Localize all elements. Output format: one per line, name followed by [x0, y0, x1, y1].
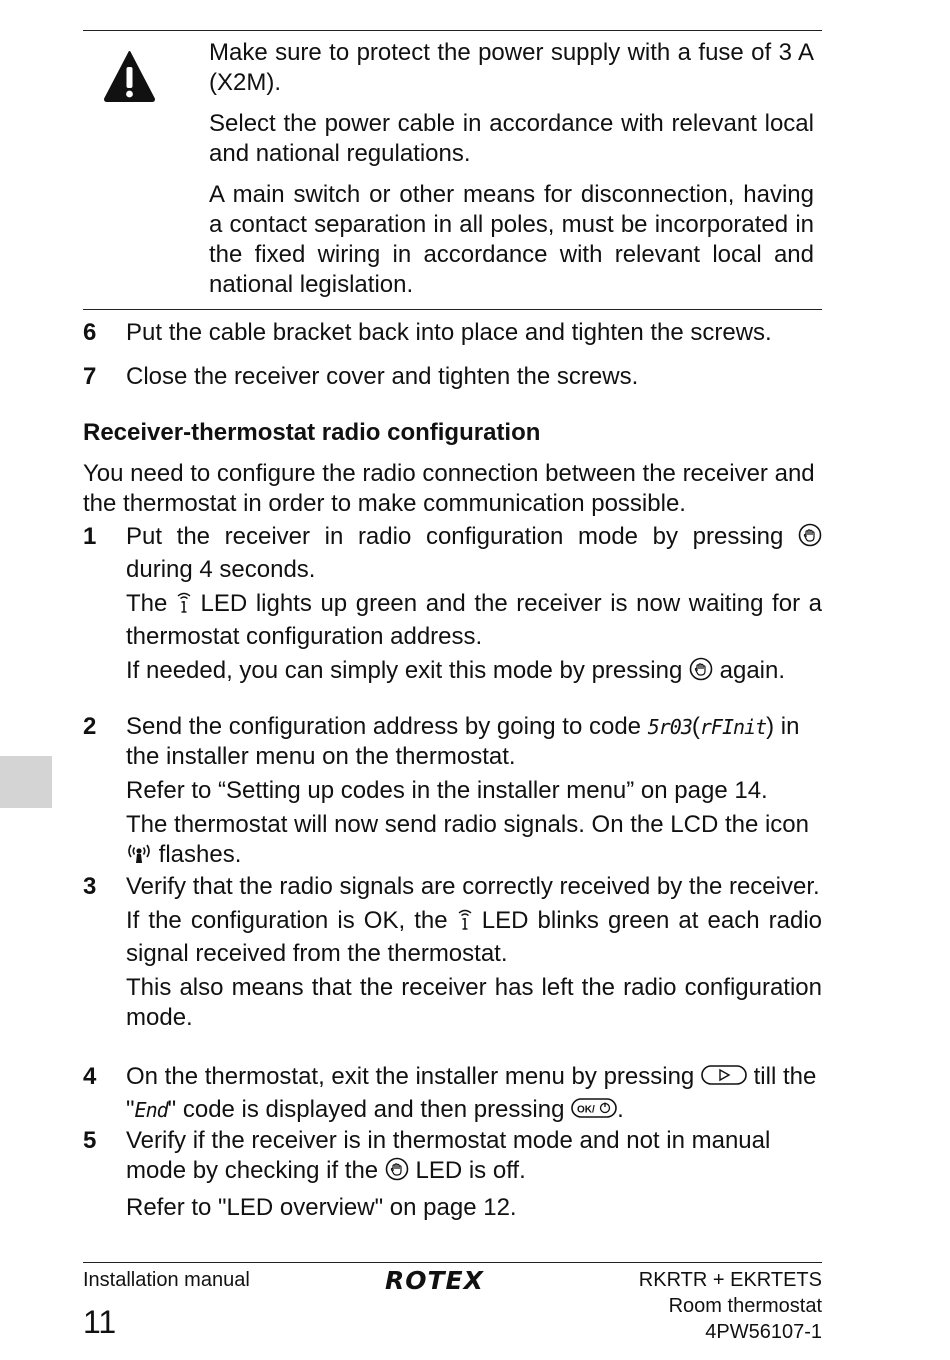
step-2-text [126, 712, 822, 877]
step-text: Put the cable bracket back into place and tighten the screws. [126, 319, 772, 346]
step-number: 1 [83, 523, 97, 550]
step-number: 7 [83, 363, 97, 390]
footer-model [639, 1267, 822, 1345]
step-text: in the installer menu on the thermostat. [126, 713, 800, 770]
step-text: Put the receiver in radio configuration mode by pressing [126, 523, 784, 550]
step-number: 3 [83, 873, 97, 900]
warning-paragraph-fuse: Make sure to protect the power supply with a fuse of 3 A (X2M). [209, 39, 814, 96]
step-text: ( [691, 713, 700, 740]
step-text: Send the configuration address by going to code [126, 713, 642, 740]
section-heading: Receiver-thermostat radio configuration [83, 419, 541, 446]
step-number: 2 [83, 713, 97, 740]
footer-model-name: RKRTR + EKRTETS [638, 1269, 822, 1291]
radio-led-icon [457, 907, 473, 939]
step-text: Verify if the receiver is in thermostat mode and not in manual mode by checking if the [126, 1127, 771, 1184]
step-3-text [126, 872, 822, 1037]
hand-button-icon [689, 657, 713, 689]
warning-paragraph-cable: Select the power cable in accordance with relevant local and national regulations. [209, 110, 814, 167]
footer-doc-number: 4PW56107-1 [705, 1321, 822, 1343]
chapter-tab [0, 756, 52, 808]
step-text: ) [766, 713, 775, 740]
step-text: LED lights up green and the receiver is now waiting for a thermostat configuration address. [126, 590, 823, 650]
radio-led-icon [176, 590, 192, 622]
step-text: . [617, 1096, 624, 1123]
hand-button-icon [385, 1157, 409, 1189]
lcd-code: End [134, 1098, 168, 1122]
step-text: again. [719, 657, 786, 684]
step-text: The [126, 590, 168, 617]
step-text: Close the receiver cover and tighten the screws. [126, 363, 639, 390]
step-text: On the thermostat, exit the installer menu by pressing [126, 1063, 695, 1090]
next-button-icon [701, 1063, 747, 1095]
hand-button-icon [798, 523, 822, 555]
step-text: If needed, you can simply exit this mode by pressing [126, 657, 683, 684]
step-text: If the configuration is OK, the [126, 907, 448, 934]
lcd-code: 5r03 [647, 715, 692, 739]
step-text: " code is displayed and then pressing [167, 1096, 565, 1123]
step-number: 5 [83, 1127, 97, 1154]
page-number: 11 [83, 1304, 117, 1340]
step-text: Verify that the radio signals are correctly received by the receiver. [126, 873, 820, 900]
step-text: LED is off. [415, 1157, 526, 1184]
footer-product-name: Room thermostat [668, 1295, 822, 1317]
svg-text:OK/: OK/ [577, 1104, 595, 1116]
brand-logo: ROTEX [385, 1266, 484, 1295]
footer-rule [83, 1262, 822, 1263]
step-text: LED blinks green at each radio signal received from the thermostat. [126, 907, 823, 967]
footer-doc-type: Installation manual [83, 1269, 250, 1291]
antenna-signal-icon [126, 841, 152, 873]
step-number: 6 [83, 319, 97, 346]
step-text: The thermostat will now send radio signals. On the LCD the icon [126, 811, 810, 838]
step-number: 4 [83, 1063, 97, 1090]
step-4-text [126, 1062, 822, 1132]
warning-text [209, 38, 814, 311]
warning-paragraph-main-switch: A main switch or other means for disconnection, having a contact separation in all poles, must be incorporated in the fixed wiring in accordance with relevant local and national legislation. [209, 181, 814, 298]
step-5-text [126, 1126, 822, 1227]
lcd-code: rFInit [699, 715, 767, 739]
step-1-text [126, 522, 822, 693]
section-intro: You need to configure the radio connection between the receiver and the thermostat in order to make communication possible. [83, 460, 815, 517]
step-text: during 4 seconds. [126, 556, 316, 583]
step-text: This also means that the receiver has left the radio configuration mode. [126, 974, 822, 1031]
ok-button-icon [571, 1096, 617, 1128]
warning-bottom-rule [83, 309, 822, 310]
step-text: till the " [126, 1063, 817, 1123]
step-text: flashes. [158, 841, 242, 868]
top-rule [83, 30, 822, 31]
step-text: Refer to "LED overview" on page 12. [126, 1194, 517, 1221]
step-text: Refer to “Setting up codes in the installer menu” on page 14. [126, 777, 768, 804]
warning-icon [103, 50, 156, 102]
